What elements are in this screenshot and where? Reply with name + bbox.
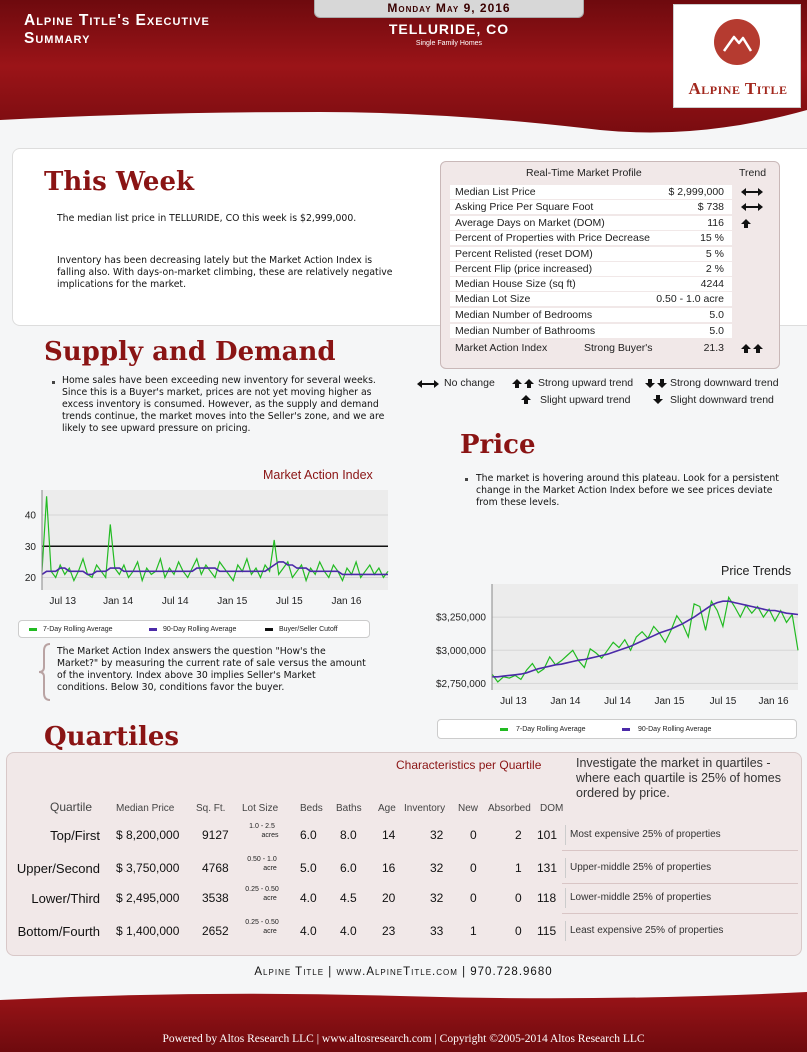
profile-label: Percent of Properties with Price Decrease <box>455 232 650 244</box>
logo-text: Alpine Title <box>688 79 788 98</box>
quartile-header: Absorbed <box>488 803 531 814</box>
quartile-absorbed: 1 <box>515 861 522 875</box>
profile-value: 21.3 <box>703 342 724 354</box>
legend-90day: 90-Day Rolling Average <box>638 726 712 733</box>
profile-value: 5.0 <box>709 309 724 321</box>
x-tick-label: Jan 15 <box>217 596 248 607</box>
profile-header: Real-Time Market Profile <box>526 167 642 179</box>
quartile-absorbed: 0 <box>515 924 522 938</box>
quartile-name: Lower/Third <box>31 891 100 906</box>
quartile-lot-size <box>240 855 284 873</box>
profile-trend-header: Trend <box>739 167 767 179</box>
strong-down-icon <box>644 378 668 389</box>
slight-down-icon <box>652 394 664 405</box>
profile-label: Median List Price <box>455 186 536 198</box>
profile-value: 5 % <box>705 248 724 260</box>
quartile-age: 16 <box>382 861 396 875</box>
quartile-name: Bottom/Fourth <box>17 924 100 939</box>
quartile-header: Median Price <box>116 803 175 814</box>
quartile-header: Quartile <box>50 800 93 814</box>
quartile-dom: 101 <box>537 828 558 842</box>
y-tick-label: $3,250,000 <box>435 612 486 624</box>
row-divider <box>565 921 566 941</box>
quartile-beds: 6.0 <box>300 828 317 842</box>
profile-value: 2 % <box>705 263 724 275</box>
y-tick-label: $2,750,000 <box>435 678 486 690</box>
no-change-icon <box>740 187 770 199</box>
price-title: Price <box>460 430 536 460</box>
legend-slight-down: Slight downward trend <box>670 394 774 406</box>
quartile-absorbed: 0 <box>515 891 522 905</box>
quartile-dom: 115 <box>537 924 557 938</box>
lot-size-range: 0.50 - 1.0 <box>247 856 277 863</box>
profile-value: 15 % <box>700 232 724 244</box>
plot-area <box>492 584 798 690</box>
legend-swatch-7day <box>500 728 508 731</box>
quartile-name: Upper/Second <box>16 861 100 876</box>
quartile-header: New <box>458 803 479 814</box>
legend-cutoff: Buyer/Seller Cutoff <box>279 626 338 633</box>
footer-copyright: Powered by Altos Research LLC | www.altosresearch.com | Copyright ©2005-2014 Altos Research LLC <box>162 1033 645 1045</box>
footer-contact: Alpine Title | www.AlpineTitle.com | 970.728.9680 <box>254 966 553 978</box>
legend-strong-down: Strong downward trend <box>670 377 779 389</box>
quartile-new: 0 <box>470 891 477 905</box>
mai-description: The Market Action Index answers the question "How's the Market?" by measuring the current rate of sale versus the amount of the inventory. Index above 30 implies Seller's Market conditions. Below 30, conditions favor the buyer. <box>57 646 366 693</box>
x-tick-label: Jan 15 <box>654 696 685 707</box>
profile-label: Median Number of Bathrooms <box>455 325 596 337</box>
quartile-description: Upper-middle 25% of properties <box>570 862 712 873</box>
x-tick-label: Jul 15 <box>709 696 737 707</box>
legend-no-change: No change <box>444 377 495 389</box>
lot-size-range: 0.25 - 0.50 <box>245 919 279 926</box>
lot-size-range: 1.0 - 2.5 <box>249 823 275 830</box>
profile-row <box>450 216 732 230</box>
legend-slight-up: Slight upward trend <box>540 394 631 406</box>
profile-row <box>450 277 732 291</box>
legend-7day: 7-Day Rolling Average <box>516 726 586 733</box>
quartile-name: Top/First <box>50 828 100 843</box>
row-separator <box>562 913 798 914</box>
report-title: Alpine Title's Executive Summary <box>24 12 210 47</box>
quartile-lot-size <box>240 885 284 903</box>
profile-label: Asking Price Per Square Foot <box>455 201 594 213</box>
lot-size-unit: acre <box>263 895 277 902</box>
quartile-header: Inventory <box>404 803 446 814</box>
legend-7day: 7-Day Rolling Average <box>43 626 113 633</box>
brace-icon <box>38 643 52 701</box>
profile-label: Median House Size (sq ft) <box>455 278 576 290</box>
legend-swatch-cutoff <box>265 628 273 631</box>
profile-row <box>450 247 732 261</box>
legend-swatch-7day <box>29 628 37 631</box>
x-tick-label: Jan 16 <box>758 696 789 707</box>
quartile-header: Sq. Ft. <box>196 803 226 814</box>
quartile-inventory: 32 <box>430 861 444 875</box>
quartile-inventory: 33 <box>430 924 444 938</box>
quartile-age: 20 <box>382 891 396 905</box>
quartile-inventory: 32 <box>430 891 444 905</box>
quartile-header: Lot Size <box>242 803 279 814</box>
profile-row <box>450 308 732 322</box>
quartile-description: Most expensive 25% of properties <box>570 829 721 840</box>
profile-row <box>450 185 732 199</box>
quartile-baths: 4.0 <box>340 924 357 938</box>
quartile-sqft: 3538 <box>202 891 229 905</box>
quartile-absorbed: 2 <box>515 828 522 842</box>
x-tick-label: Jul 13 <box>500 696 527 707</box>
plot-area <box>42 490 388 590</box>
price-trends-title: Price Trends <box>721 564 792 578</box>
profile-label: Average Days on Market (DOM) <box>455 217 605 229</box>
quartile-header: DOM <box>540 803 564 814</box>
quartile-inventory: 32 <box>430 828 444 842</box>
y-tick-label: 20 <box>24 573 36 584</box>
quartile-new: 1 <box>470 924 477 938</box>
price-trends-chart <box>400 580 807 710</box>
row-separator <box>562 850 798 851</box>
lot-size-unit: acres <box>261 832 279 839</box>
quartile-age: 23 <box>382 924 396 938</box>
market-action-index-chart <box>0 483 400 613</box>
quartile-price: $ 1,400,000 <box>116 924 180 938</box>
profile-row <box>450 324 732 338</box>
quartile-header: Beds <box>300 803 323 814</box>
y-tick-label: $3,000,000 <box>435 645 486 657</box>
legend-swatch-90day <box>622 728 630 731</box>
profile-label: Percent Flip (price increased) <box>455 263 593 275</box>
profile-status: Strong Buyer's <box>584 342 653 354</box>
legend-swatch-90day <box>149 628 157 631</box>
quartile-dom: 118 <box>537 891 557 905</box>
slight-up-icon <box>740 218 770 230</box>
legend-90day: 90-Day Rolling Average <box>163 626 237 633</box>
quartile-price: $ 2,495,000 <box>116 891 180 905</box>
supply-demand-text: Home sales have been exceeding new inventory for several weeks. Since this is a Buyer's market, prices are not yet moving higher as excess inventory is consumed. However, as the supply and demand trends continue, the market moves into the Seller's zone, and we are likely to see upward pressure on pricing. <box>62 375 385 434</box>
x-tick-label: Jan 14 <box>103 596 134 607</box>
quartile-beds: 4.0 <box>300 891 317 905</box>
x-tick-label: Jul 15 <box>276 596 303 607</box>
profile-row <box>450 292 732 306</box>
profile-row <box>450 231 732 245</box>
quartile-lot-size <box>240 918 284 936</box>
x-tick-label: Jul 14 <box>161 596 189 607</box>
quartile-price: $ 3,750,000 <box>116 861 180 875</box>
profile-label: Median Lot Size <box>455 293 531 305</box>
median-price-summary: The median list price in TELLURIDE, CO this week is $2,999,000. <box>57 213 357 224</box>
profile-value: 4244 <box>700 278 724 290</box>
row-divider <box>565 858 566 878</box>
quartile-new: 0 <box>470 828 477 842</box>
lot-size-unit: acre <box>263 865 277 872</box>
supply-demand-title: Supply and Demand <box>44 337 336 367</box>
inventory-summary: Inventory has been decreasing lately but the Market Action Index is falling also. With days-on-market climbing, these are relatively negative implications for the market. <box>57 255 393 290</box>
quartile-sqft: 4768 <box>202 861 229 875</box>
city-name: TELLURIDE, CO <box>388 21 510 37</box>
x-tick-label: Jul 14 <box>604 696 631 707</box>
market-action-index-title: Market Action Index <box>263 468 373 482</box>
strong-up-icon <box>511 378 535 389</box>
quartile-beds: 5.0 <box>300 861 317 875</box>
quartile-description: Least expensive 25% of properties <box>570 925 724 936</box>
report-date: Monday May 9, 2016 <box>314 0 584 18</box>
characteristics-title: Characteristics per Quartile <box>396 758 542 772</box>
x-tick-label: Jan 14 <box>550 696 581 707</box>
row-divider <box>565 888 566 908</box>
quartile-description: Lower-middle 25% of properties <box>570 892 712 903</box>
price-text: The market is hovering around this plateau. Look for a persistent change in the Market Action Index before we see prices deviate from these levels. <box>476 473 779 508</box>
quartile-baths: 8.0 <box>340 828 357 842</box>
quartile-age: 14 <box>382 828 396 842</box>
row-divider <box>565 825 566 845</box>
lot-size-unit: acre <box>263 928 277 935</box>
no-change-icon <box>416 379 440 389</box>
quartile-sqft: 2652 <box>202 924 229 938</box>
row-separator <box>562 883 798 884</box>
price-legend <box>437 719 797 739</box>
y-tick-label: 40 <box>24 510 36 522</box>
x-tick-label: Jul 13 <box>49 596 77 607</box>
lot-size-range: 0.25 - 0.50 <box>245 886 279 893</box>
profile-label: Market Action Index <box>455 342 548 354</box>
quartile-new: 0 <box>470 861 477 875</box>
quartile-beds: 4.0 <box>300 924 317 938</box>
profile-row <box>450 262 732 276</box>
this-week-title: This Week <box>44 167 194 197</box>
quartile-dom: 131 <box>537 861 558 875</box>
property-segment: Single Family Homes <box>415 40 483 47</box>
slight-up-icon <box>520 394 532 405</box>
profile-value: 5.0 <box>709 325 724 337</box>
quartile-header: Age <box>378 803 396 814</box>
alpine-title-logo <box>673 4 801 108</box>
mountain-icon <box>714 19 760 65</box>
profile-value: 116 <box>707 217 724 229</box>
profile-row <box>450 341 732 355</box>
profile-row <box>450 200 732 214</box>
quartile-lot-size <box>240 822 284 840</box>
y-tick-label: 30 <box>24 541 36 553</box>
bullet-icon <box>465 478 468 481</box>
legend-strong-up: Strong upward trend <box>538 377 634 389</box>
profile-label: Percent Relisted (reset DOM) <box>455 248 593 260</box>
x-tick-label: Jan 16 <box>331 596 362 607</box>
quartile-baths: 6.0 <box>340 861 357 875</box>
profile-value: $ 2,999,000 <box>668 186 724 198</box>
profile-value: 0.50 - 1.0 acre <box>656 293 724 305</box>
bullet-icon <box>52 381 55 384</box>
quartile-price: $ 8,200,000 <box>116 828 180 842</box>
no-change-icon <box>740 202 770 214</box>
profile-label: Median Number of Bedrooms <box>455 309 593 321</box>
quartile-baths: 4.5 <box>340 891 357 905</box>
quartile-sqft: 9127 <box>202 828 229 842</box>
quartiles-title: Quartiles <box>44 722 180 752</box>
profile-value: $ 738 <box>697 201 724 213</box>
mai-legend <box>18 620 370 638</box>
quartile-intro: Investigate the market in quartiles - where each quartile is 25% of homes ordered by price. <box>576 756 781 800</box>
strong-up-icon <box>740 343 770 355</box>
quartile-header: Baths <box>336 803 362 814</box>
